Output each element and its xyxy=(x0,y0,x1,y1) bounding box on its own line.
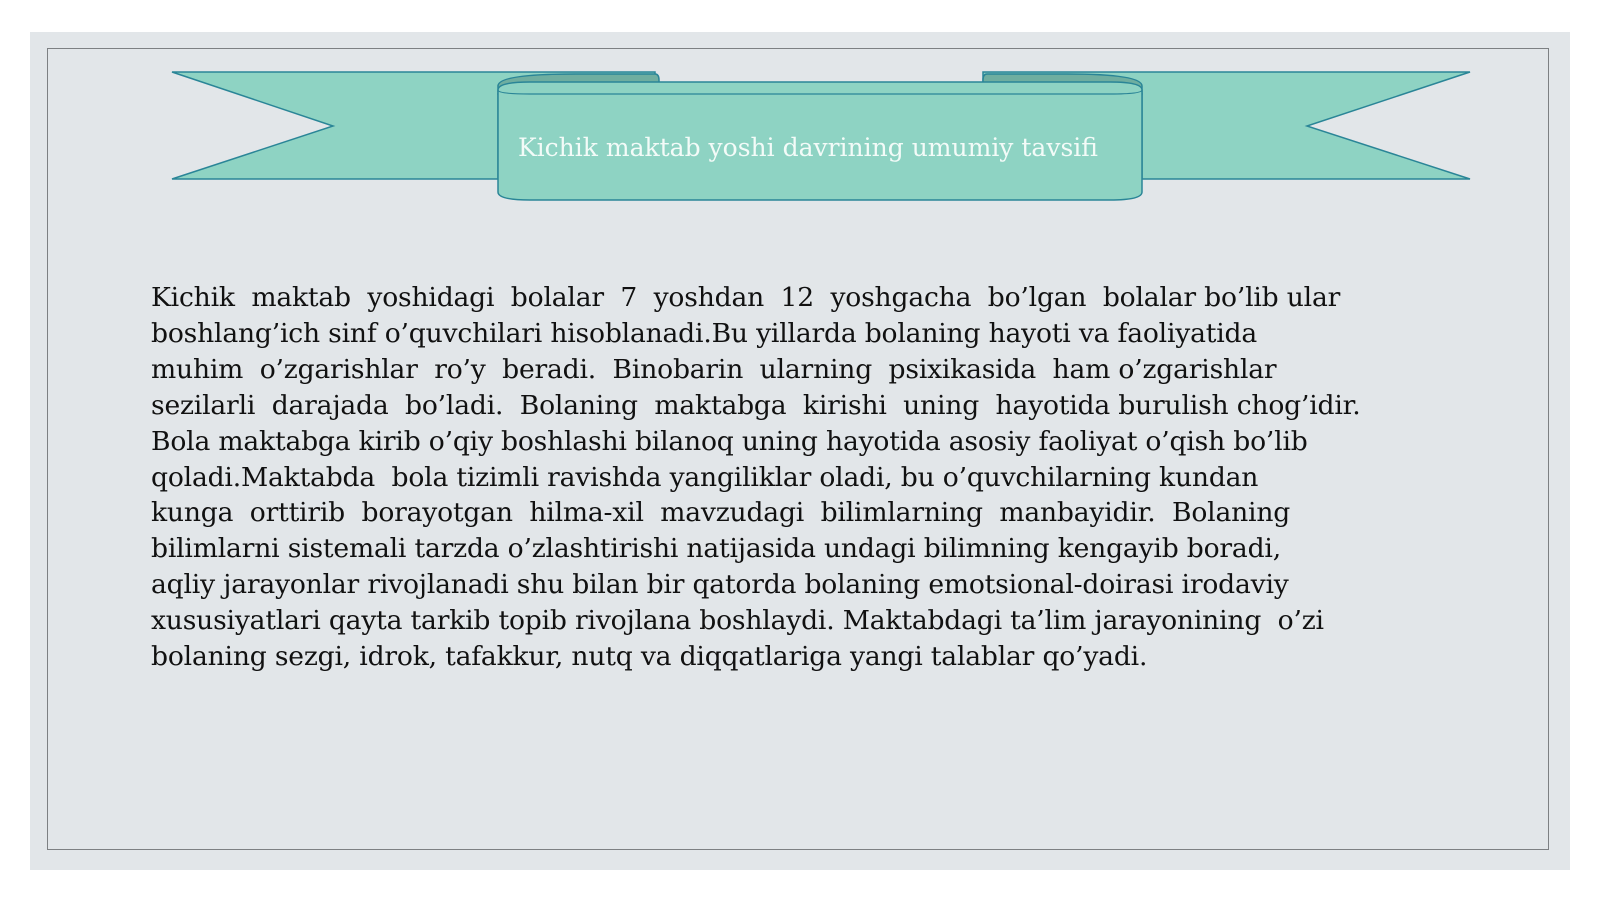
body-paragraph xyxy=(151,280,1451,675)
body-line: muhim o’zgarishlar ro’y beradi. Binobarin ularning psixikasida ham o’zgarishlar xyxy=(151,353,1277,385)
body-line: qoladi.Maktabda bola tizimli ravishda yangiliklar oladi, bu o’quvchilarning kundan xyxy=(151,461,1259,493)
slide-title: Kichik maktab yoshi davrining umumiy tavsifi xyxy=(518,133,1098,162)
body-line: aqliy jarayonlar rivojlanadi shu bilan bir qatorda bolaning emotsional-doirasi irodaviy xyxy=(151,569,1289,601)
body-line: bolaning sezgi, idrok, tafakkur, nutq va diqqatlariga yangi talablar qo’yadi. xyxy=(151,641,1148,673)
body-line: Kichik maktab yoshidagi bolalar 7 yoshdan 12 yoshgacha bo’lgan bolalar bo’lib ular xyxy=(151,282,1341,313)
body-line: bilimlarni sistemali tarzda o’zlashtirishi natijasida undagi bilimning kengayib boradi, xyxy=(151,533,1281,565)
body-line: boshlang’ich sinf o’quvchilari hisoblanadi.Bu yillarda bolaning hayoti va faoliyatida xyxy=(151,317,1258,349)
body-line: Bola maktabga kirib o’qiy boshlashi bilanoq uning hayotida asosiy faoliyat o’qish bo’lib xyxy=(151,425,1308,457)
slide xyxy=(30,32,1570,870)
body-line: kunga orttirib borayotgan hilma-xil mavzudagi bilimlarning manbayidir. Bolaning xyxy=(151,497,1291,529)
body-line: xususiyatlari qayta tarkib topib rivojlana boshlaydi. Maktabdagi ta’lim jarayonining o’zi xyxy=(151,605,1324,637)
body-line: sezilarli darajada bo’ladi. Bolaning maktabga kirishi uning hayotida burulish chog’idir. xyxy=(151,389,1361,421)
